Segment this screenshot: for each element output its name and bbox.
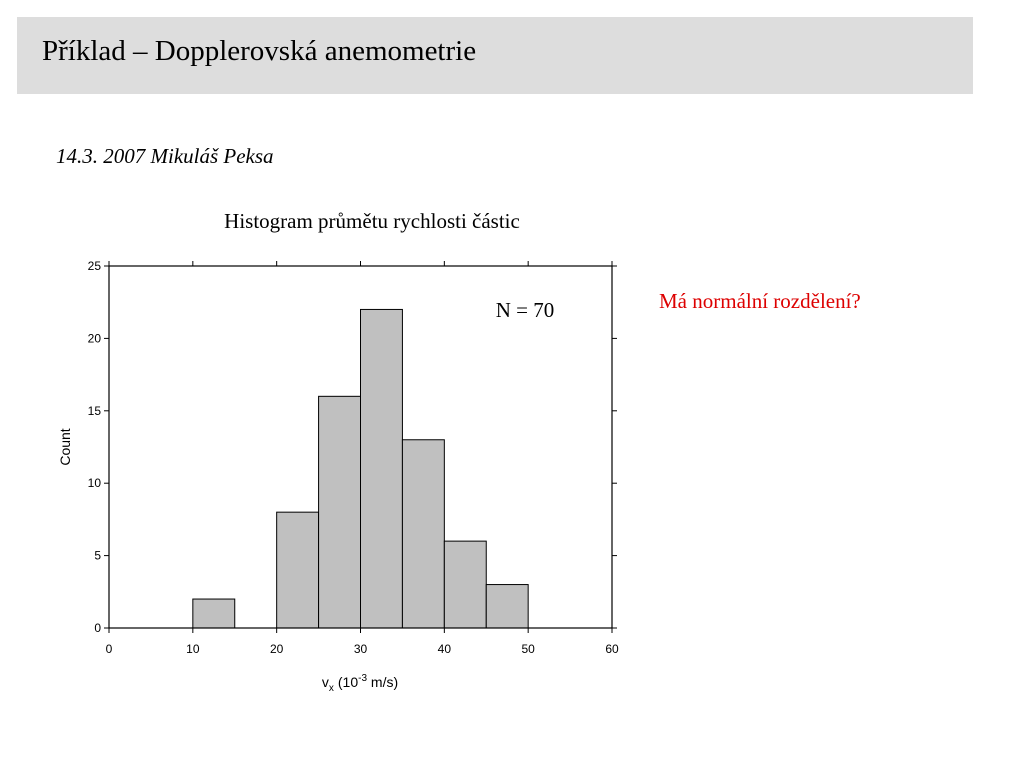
histogram-bar (277, 512, 319, 628)
histogram-bar (319, 396, 361, 628)
slide-title: Příklad – Dopplerovská anemometrie (42, 35, 477, 67)
x-axis-label-subscript: x (328, 683, 334, 694)
y-tick-label: 20 (87, 331, 101, 346)
y-tick-label: 25 (87, 259, 101, 273)
chart-title: Histogram průmětu rychlosti částic (224, 209, 520, 233)
x-tick-label: 40 (437, 642, 452, 656)
x-axis-label-superscript: -3 (358, 673, 368, 684)
histogram-bar (444, 541, 486, 628)
x-tick-label: 20 (269, 642, 284, 656)
histogram-bar (193, 599, 235, 628)
x-tick-label: 30 (353, 642, 368, 656)
x-tick-label: 10 (186, 642, 200, 656)
x-axis-label-suffix: m/s) (367, 674, 399, 690)
x-axis-label-base: v (321, 674, 329, 690)
y-tick-label: 15 (87, 403, 101, 418)
histogram-bar (361, 309, 403, 628)
question-text: Má normální rozdělení? (659, 289, 861, 313)
x-tick-label: 60 (605, 642, 619, 656)
bars-group (193, 309, 528, 628)
y-tick-label: 0 (94, 621, 101, 635)
histogram-bar (486, 585, 528, 628)
n-annotation: N = 70 (495, 298, 555, 322)
y-tick-label: 5 (94, 548, 101, 563)
x-axis-label (322, 673, 398, 694)
y-axis-label: Count (57, 428, 73, 466)
x-axis-label-prefix: (10 (337, 674, 359, 690)
y-tick-label: 10 (87, 476, 101, 491)
slide-subtitle: 14.3. 2007 Mikuláš Peksa (56, 144, 274, 168)
x-tick-label: 50 (521, 642, 535, 656)
x-tick-label: 0 (105, 642, 113, 656)
histogram-bar (402, 440, 444, 628)
